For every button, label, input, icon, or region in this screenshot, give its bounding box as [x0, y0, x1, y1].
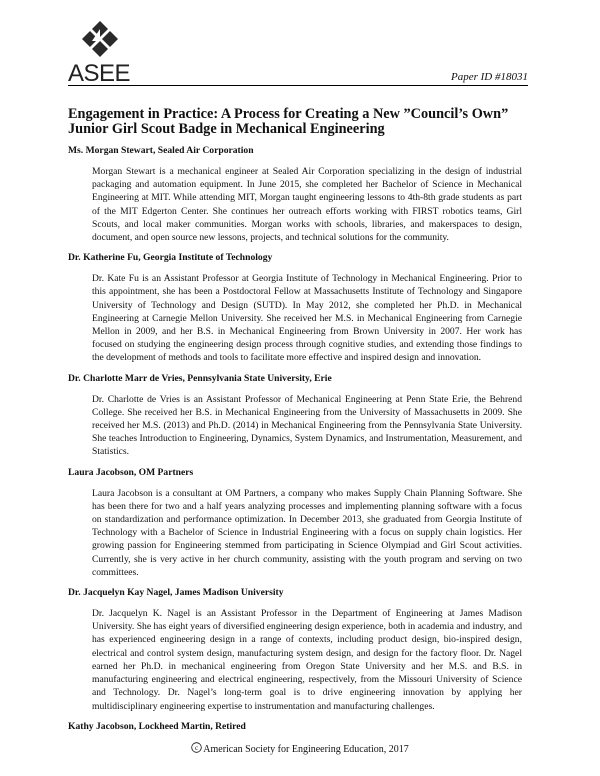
author-bio — [68, 721, 530, 733]
header-rule — [68, 85, 528, 86]
copyright-symbol: c — [195, 744, 199, 752]
author-bios — [68, 145, 530, 741]
asee-logo — [68, 20, 138, 90]
author-name: Laura Jacobson, OM Partners — [68, 466, 194, 478]
author-name: Dr. Charlotte Marr de Vries, Pennsylvania State University, Erie — [68, 372, 332, 384]
copyright-text: American Society for Engineering Education, 2017 — [203, 744, 409, 755]
logo-text: ASEE — [68, 60, 131, 87]
author-bio — [68, 373, 530, 459]
copyright-footer — [0, 742, 600, 755]
author-bio-text: Dr. Kate Fu is an Assistant Professor at Georgia Institute of Technology in Mechanical Engineering. Prior to this appointment, she has been a Postdoctoral Fellow at Massachusetts Institute of Technology and Singapore University of Technology and Design (SUTD). In May 2012, she completed her Ph.D. in Mechanical Engineering at Carnegie Mellon University. She received her M.S. in Mechanical Engineering from Carnegie Mellon in 2009, and her B.S. in Mechanical Engineering from Brown University in 2007. Her work has focused on studying the engineering design process through cognitive studies, and extending those findings to the development of methods and tools to facilitate more effective and inspired design and innovation. — [92, 273, 522, 364]
author-bio — [68, 467, 530, 579]
paper-id: Paper ID #18031 — [451, 71, 528, 83]
author-bio — [68, 252, 530, 364]
paper-title: Engagement in Practice: A Process for Creating a New ”Council’s Own” Junior Girl Scout Badge in Mechanical Engineering — [68, 106, 509, 137]
author-bio-text: Dr. Jacquelyn K. Nagel is an Assistant Professor in the Department of Engineering at James Madison University. She has eight years of diversified engineering design experience, both in academia and industry, and has experienced engineering design in a range of contexts, including product design, bio-inspired design, electrical and control system design, manufacturing system design, and design for the factory floor. Dr. Nagel earned her Ph.D. in mechanical engineering from Oregon State University and her M.S. and B.S. in manufacturing engineering and electrical engineering, respectively, from the Missouri University of Science and Technology. Dr. Nagel’s long-term goal is to drive engineering innovation by applying her multidisciplinary engineering expertise to instrumentation and manufacturing challenges. — [92, 608, 522, 712]
author-name: Dr. Katherine Fu, Georgia Institute of Technology — [68, 252, 273, 264]
author-bio — [68, 145, 530, 244]
author-bio-text: Morgan Stewart is a mechanical engineer at Sealed Air Corporation specializing in the design of industrial packaging and automation equipment. In June 2015, she completed her Bachelor of Science in Mechanical Engineering at MIT. While attending MIT, Morgan taught engineering lessons to 4th-8th grade students as part of the MIT Edgerton Center. She continues her outreach efforts working with FIRST robotics teams, Girl Scouts, and local maker communities. Morgan works with schools, libraries, and makerspaces to design, document, and open source new lessons, projects, and technical solutions for the community. — [92, 166, 522, 244]
author-bio-text: Dr. Charlotte de Vries is an Assistant Professor of Mechanical Engineering at Penn State Erie, the Behrend College. She received her B.S. in Mechanical Engineering from the University of Massachusetts in 2009. She received her M.S. (2013) and Ph.D. (2014) in Mechanical Engineering from the Pennsylvania State University. She teaches Introduction to Engineering, Dynamics, System Dynamics, and Instrumentation, Measurement, and Statistics. — [92, 393, 522, 458]
author-name: Ms. Morgan Stewart, Sealed Air Corporation — [68, 145, 254, 156]
copyright-icon — [191, 742, 202, 755]
author-name: Kathy Jacobson, Lockheed Martin, Retired — [68, 720, 246, 732]
author-bio — [68, 587, 530, 713]
author-name: Dr. Jacquelyn Kay Nagel, James Madison University — [68, 587, 284, 599]
asee-logo-mark-icon — [80, 20, 120, 58]
author-bio-text: Laura Jacobson is a consultant at OM Partners, a company who makes Supply Chain Planning Software. She has been there for two and a half years analyzing processes and implementing planning software with a focus on standardization and performance optimization. In December 2013, she graduated from Georgia Institute of Technology with a Bachelor of Science in Industrial Engineering with a focus on supply chain logistics. Her growing passion for Engineering stemmed from participating in Science Olympiad and Girl Scout activities. Currently, she is very active in her church community, assisting with the youth program and serving on two committees. — [92, 487, 522, 578]
